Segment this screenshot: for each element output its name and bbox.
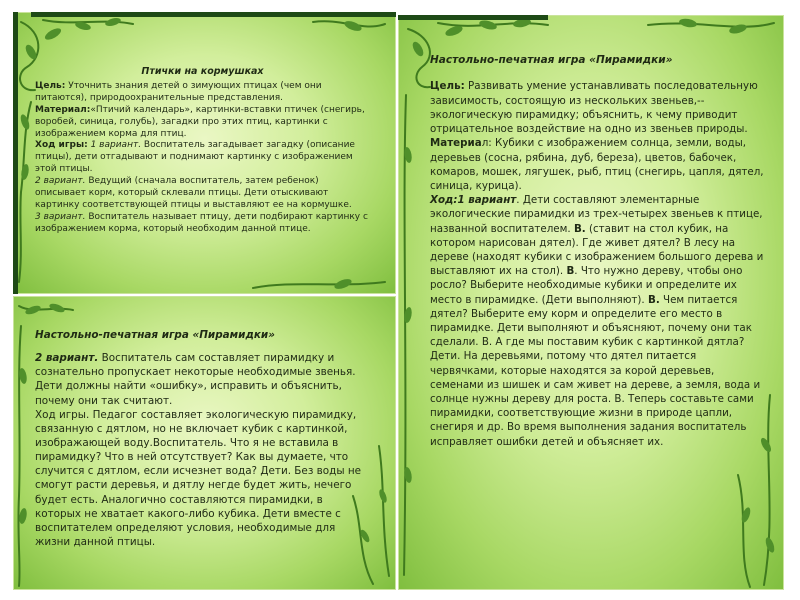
material-label: Материа — [430, 137, 482, 150]
course-paragraph — [35, 140, 370, 176]
goal-paragraph — [35, 81, 370, 105]
goal-text: Уточнить знания детей о зимующих птицах (чем они питаются), природоохранительные представления. — [35, 80, 322, 103]
header-bar — [398, 15, 548, 20]
course-variant: 1 вариант. — [87, 140, 142, 151]
teacher-label-2: В — [566, 265, 575, 278]
variant3-text: Воспитатель называет птицу, дети подбирают картинку с изображением корма, который необходим данной птице. — [35, 212, 368, 235]
card-pyramids-variant-1 — [398, 15, 784, 590]
goal-label: Цель: — [430, 80, 465, 93]
card-title: Птички на кормушках — [141, 66, 264, 77]
card-birds-on-feeders — [13, 12, 396, 294]
card-title: Настольно-печатная игра «Пирамидки» — [430, 54, 673, 66]
course-text-3: . Что нужно дереву, чтобы оно росло? Выберите необходимые кубики и определите их место в пирамидке. (Дети выполняют). — [430, 265, 743, 306]
material-label: Материал: — [35, 104, 91, 115]
variant2-paragraph — [35, 351, 370, 408]
card-pyramids-variant-2 — [13, 296, 396, 590]
goal-paragraph — [430, 79, 765, 136]
side-bar — [13, 12, 18, 294]
variant2-text: Воспитатель сам составляет пирамидку и сознательно пропускает некоторые необходимые звенья. Дети должны найти «ошибку», исправить и объяснить, почему они так считают. — [35, 352, 356, 407]
variant2-label: 2 вариант. — [35, 352, 99, 365]
material-paragraph — [430, 136, 765, 193]
course-paragraph: Ход игры. Педагог составляет экологическую пирамидку, связанную с дятлом, но не включает кубик с картинкой, изображающей воду.Воспитатель. Что я не вставила в пирамидку? Что в ней отсутствует? Как вы думаете, что случится с дятлом, если исчезнет вода? Дети. Без воды не смогут расти деревья, и дятлу негде будет жить, нечего будет есть. Аналогично составляются пирамидки, в которых не хватает какого-либо кубика. Дети вместе с воспитателем определяют условия, необходимые для жизни данной птицы. — [35, 408, 362, 548]
teacher-label-1: В. — [573, 222, 586, 235]
material-text: л: Кубики с изображением солнца, земли, воды, деревьев (сосна, рябина, дуб, береза), цветов, бабочек, комаров, мошек, лягушек, рыб, птиц (снегирь, цапля, дятел, синица, курица). — [430, 137, 764, 192]
course-paragraph — [430, 193, 765, 449]
course-text-2: (ставит на стол кубик, на котором нарисован дятел). Где живет дятел? В лесу на дереве (находят кубики с изображением большого дерева и выставляют их на стол). — [430, 222, 764, 278]
course-text-4: Чем питается дятел? Выберите ему корм и определите его место в пирамидке. Дети выполняют и объясняют, почему они так сделали. В. А где мы поставим кубик с картинкой дятла? Дети. На деревьями, потому что дятел питается червячками, которые находятся за корой деревьев, семенами из шишек и сам живет на дереве, а земля, вода и солнце нужны дереву для роста. В. Теперь составьте сами пирамидки, соответствующие жизни в природе цапли, снегиря и др. Во время выполнения задания воспитатель исправляет ошибки детей и объясняет их. — [430, 293, 761, 448]
course-label: Ход:1 вариант — [430, 194, 517, 207]
variant2-paragraph — [35, 176, 370, 212]
header-bar — [31, 12, 396, 17]
material-paragraph — [35, 105, 370, 141]
birds-game-text — [35, 66, 370, 236]
variant2-text: Ведущий (сначала воспитатель, затем ребенок) описывает корм, который склевали птицы. Дети отыскивают картинку соответствующей птицы и выставляют ее на кормушке. — [35, 176, 352, 211]
course-text: Воспитатель загадывает загадку (описание птицы), дети отгадывают и поднимают картинку с изображением этой птицы. — [35, 140, 355, 175]
pyramids-variant1-text — [430, 53, 765, 449]
goal-label: Цель: — [35, 80, 66, 91]
course-label: Ход игры: — [35, 140, 88, 151]
course-text-1: . Дети составляют элементарные экологические пирамидки из трех-четырех звеньев к птице, названной воспитателем. — [430, 194, 763, 235]
variant3-paragraph — [35, 212, 370, 236]
teacher-label-3: В. — [647, 293, 660, 306]
material-text: «Птичий календарь», картинки-вставки птичек (снегирь, воробей, синица, голубь), загадки про этих птиц, картинки с изображением корма для птиц. — [35, 104, 365, 139]
goal-text: Развивать умение устанавливать последовательную зависимость, состоящую из нескольких звеньев,-- экологическую пирамидку; объяснить, к чему приводит отрицательное воздействие на одно из звеньев природы. — [430, 80, 758, 136]
variant3-label: 3 вариант. — [35, 212, 86, 223]
card-title: Настольно-печатная игра «Пирамидки» — [35, 329, 275, 341]
pyramids-variant2-text — [35, 328, 370, 549]
variant2-label: 2 вариант. — [35, 176, 86, 187]
